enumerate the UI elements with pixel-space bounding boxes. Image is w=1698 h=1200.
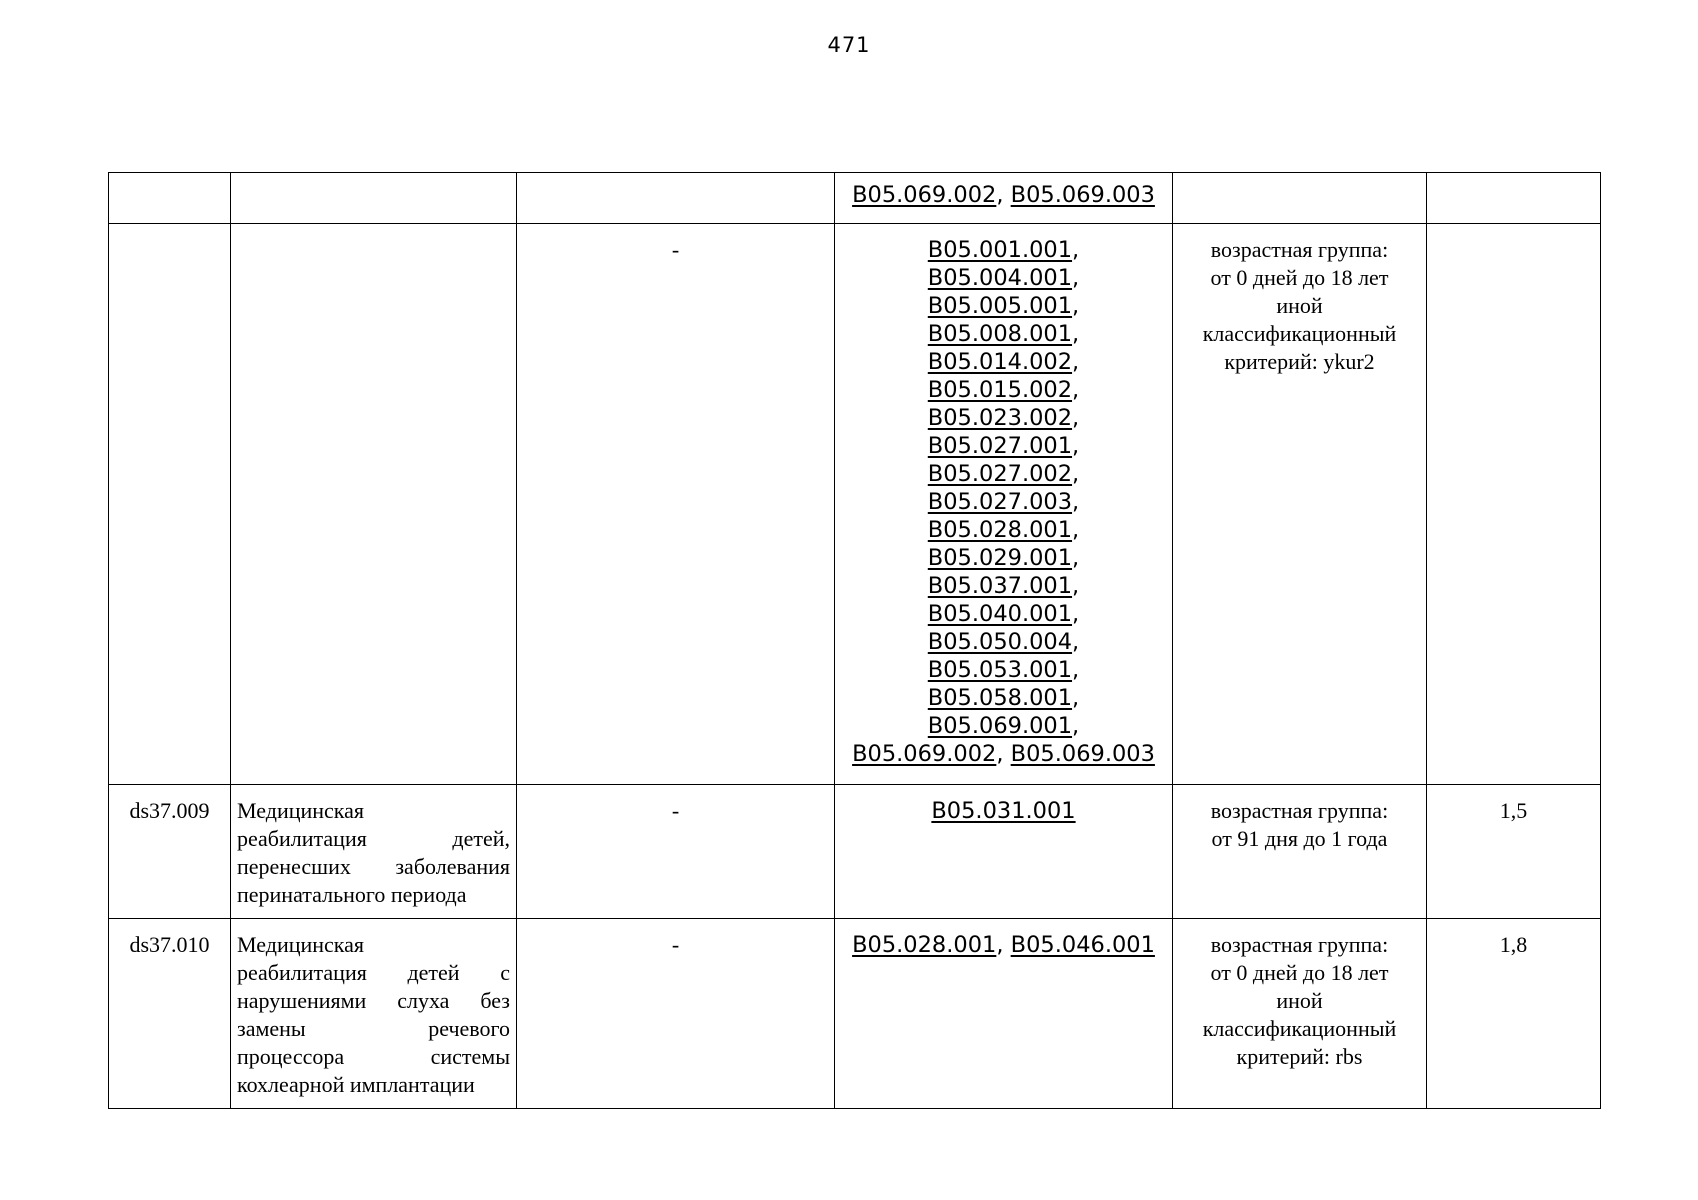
criteria-line: критерий: rbs <box>1236 1044 1363 1069</box>
code-cell <box>109 224 231 785</box>
row-dash: - <box>671 237 680 262</box>
row-code: ds37.010 <box>129 932 210 957</box>
service-code-link[interactable]: B05.050.004 <box>927 629 1073 655</box>
service-code-link[interactable]: B05.023.002 <box>927 405 1073 431</box>
service-code-link[interactable]: B05.028.001 <box>852 932 997 958</box>
service-line: B05.029.001, <box>927 545 1080 571</box>
name-cell <box>231 173 517 224</box>
name-cell <box>231 785 517 919</box>
row-dash: - <box>671 798 680 823</box>
service-line: B05.027.001, <box>927 433 1080 459</box>
criteria-cell <box>1173 224 1427 785</box>
criteria-line: возрастная группа: <box>1210 798 1389 823</box>
name-line: Медицинская <box>237 798 365 823</box>
service-line: B05.014.002, <box>927 349 1080 375</box>
name-line: замены речевого <box>237 1016 510 1041</box>
tariff-table <box>108 172 1601 1109</box>
page-number: 471 <box>827 33 871 57</box>
name-line: процессора системы <box>237 1044 510 1069</box>
criteria-line: иной <box>1276 988 1323 1013</box>
service-code-link[interactable]: B05.037.001 <box>927 573 1073 599</box>
criteria-line: критерий: ykur2 <box>1224 349 1375 374</box>
code-cell <box>109 173 231 224</box>
table-row <box>109 224 1601 785</box>
criteria-line: иной <box>1276 293 1323 318</box>
services-cell <box>835 919 1173 1109</box>
service-code-link[interactable]: B05.031.001 <box>931 798 1076 824</box>
criteria-line: классификационный <box>1202 321 1397 346</box>
service-line <box>841 797 1166 825</box>
service-code-link[interactable]: B05.004.001 <box>927 265 1073 291</box>
service-line: B05.028.001, B05.046.001 <box>852 932 1155 958</box>
service-line: B05.050.004, <box>927 629 1080 655</box>
service-line: B05.008.001, <box>927 321 1080 347</box>
dash-cell <box>517 224 835 785</box>
service-code-link[interactable]: B05.069.002 <box>852 182 997 208</box>
service-code-link[interactable]: B05.008.001 <box>927 321 1073 347</box>
service-line: B05.001.001, <box>927 237 1080 263</box>
services-cell <box>835 173 1173 224</box>
name-line: перинатального периода <box>237 882 467 907</box>
service-code-link[interactable]: B05.028.001 <box>927 517 1073 543</box>
service-line: B05.027.003, <box>927 489 1080 515</box>
name-line: перенесших заболевания <box>237 854 510 879</box>
service-code-link[interactable]: B05.014.002 <box>927 349 1073 375</box>
service-line: B05.015.002, <box>927 377 1080 403</box>
service-line: B05.005.001, <box>927 293 1080 319</box>
name-line: кохлеарной имплантации <box>237 1072 475 1097</box>
dash-cell <box>517 785 835 919</box>
service-code-link[interactable]: B05.015.002 <box>927 377 1073 403</box>
dash-cell <box>517 173 835 224</box>
name-line: реабилитация детей с <box>237 960 510 985</box>
name-line: реабилитация детей, <box>237 826 510 851</box>
coefficient-cell <box>1427 173 1601 224</box>
service-line: B05.027.002, <box>927 461 1080 487</box>
service-code-link[interactable]: B05.069.002 <box>852 741 997 767</box>
service-code-link[interactable]: B05.005.001 <box>927 293 1073 319</box>
criteria-cell <box>1173 173 1427 224</box>
service-code-link[interactable]: B05.027.002 <box>927 461 1073 487</box>
criteria-cell <box>1173 919 1427 1109</box>
dash-cell <box>517 919 835 1109</box>
code-cell <box>109 919 231 1109</box>
name-line: Медицинская <box>237 932 365 957</box>
service-code-link[interactable]: B05.027.001 <box>927 433 1073 459</box>
service-code-link[interactable]: B05.058.001 <box>927 685 1073 711</box>
criteria-line: от 0 дней до 18 лет <box>1210 960 1389 985</box>
table-body <box>109 173 1601 1109</box>
service-line: B05.040.001, <box>927 601 1080 627</box>
criteria-line: возрастная группа: <box>1210 237 1389 262</box>
criteria-line: от 0 дней до 18 лет <box>1210 265 1389 290</box>
service-line: B05.069.002, B05.069.003 <box>852 741 1155 767</box>
services-cell <box>835 224 1173 785</box>
name-cell <box>231 224 517 785</box>
name-cell <box>231 919 517 1109</box>
criteria-line: классификационный <box>1202 1016 1397 1041</box>
coefficient-cell <box>1427 785 1601 919</box>
service-line: B05.004.001, <box>927 265 1080 291</box>
service-code-link[interactable]: B05.053.001 <box>927 657 1073 683</box>
table-row <box>109 785 1601 919</box>
criteria-cell <box>1173 785 1427 919</box>
coefficient-cell <box>1427 224 1601 785</box>
service-line: B05.053.001, <box>927 657 1080 683</box>
service-line: B05.069.002, B05.069.003 <box>852 182 1155 208</box>
service-line: B05.058.001, <box>927 685 1080 711</box>
service-code-link[interactable]: B05.040.001 <box>927 601 1073 627</box>
service-code-link[interactable]: B05.001.001 <box>927 237 1073 263</box>
row-code: ds37.009 <box>129 798 210 823</box>
service-line: B05.037.001, <box>927 573 1080 599</box>
service-line: B05.023.002, <box>927 405 1080 431</box>
code-cell <box>109 785 231 919</box>
row-coefficient: 1,8 <box>1499 932 1528 957</box>
name-line: нарушениями слуха без <box>237 988 510 1013</box>
service-code-link[interactable]: B05.046.001 <box>1010 932 1155 958</box>
coefficient-cell <box>1427 919 1601 1109</box>
service-code-link[interactable]: B05.069.001 <box>927 713 1073 739</box>
service-code-link[interactable]: B05.027.003 <box>927 489 1073 515</box>
row-dash: - <box>671 932 680 957</box>
table-row <box>109 173 1601 224</box>
service-code-link[interactable]: B05.029.001 <box>927 545 1073 571</box>
table-row <box>109 919 1601 1109</box>
services-cell <box>835 785 1173 919</box>
row-coefficient: 1,5 <box>1499 798 1528 823</box>
criteria-line: от 91 дня до 1 года <box>1211 826 1388 851</box>
service-line: B05.069.001, <box>927 713 1080 739</box>
service-code-link[interactable]: B05.069.003 <box>1010 741 1155 767</box>
service-code-link[interactable]: B05.069.003 <box>1010 182 1155 208</box>
criteria-line: возрастная группа: <box>1210 932 1389 957</box>
service-line: B05.028.001, <box>927 517 1080 543</box>
